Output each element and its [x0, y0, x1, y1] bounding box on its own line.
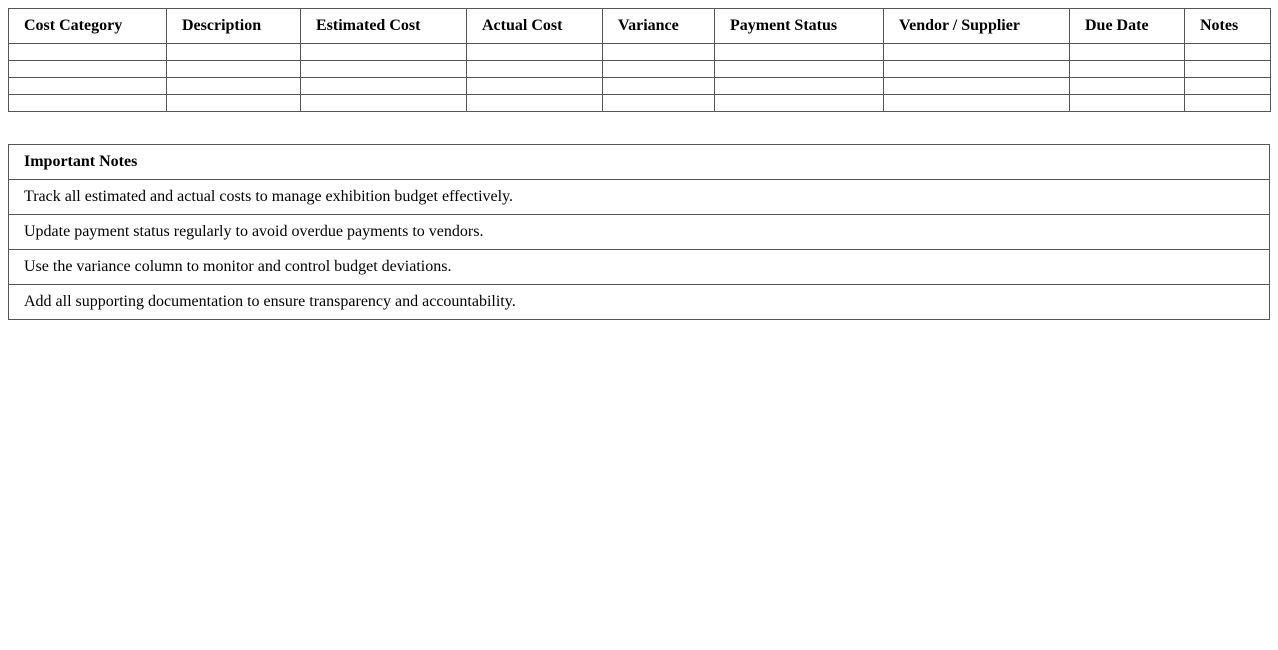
header-due-date: Due Date — [1070, 9, 1185, 44]
table-cell[interactable] — [603, 44, 715, 61]
table-cell[interactable] — [715, 78, 884, 95]
table-row — [9, 78, 1271, 95]
table-cell[interactable] — [1070, 78, 1185, 95]
note-row — [9, 215, 1270, 250]
note-item: Add all supporting documentation to ensure transparency and accountability. — [9, 285, 1270, 320]
table-cell[interactable] — [9, 61, 167, 78]
header-payment-status: Payment Status — [715, 9, 884, 44]
note-item: Update payment status regularly to avoid overdue payments to vendors. — [9, 215, 1270, 250]
table-cell[interactable] — [1185, 78, 1271, 95]
table-cell[interactable] — [467, 44, 603, 61]
note-row — [9, 250, 1270, 285]
table-row — [9, 95, 1271, 112]
table-cell[interactable] — [603, 95, 715, 112]
table-row — [9, 61, 1271, 78]
table-cell[interactable] — [884, 44, 1070, 61]
table-cell[interactable] — [301, 44, 467, 61]
table-cell[interactable] — [884, 61, 1070, 78]
header-actual-cost: Actual Cost — [467, 9, 603, 44]
table-cell[interactable] — [1185, 61, 1271, 78]
header-vendor-supplier: Vendor / Supplier — [884, 9, 1070, 44]
table-cell[interactable] — [301, 61, 467, 78]
table-cell[interactable] — [167, 95, 301, 112]
table-cell[interactable] — [715, 95, 884, 112]
notes-title: Important Notes — [9, 145, 1270, 180]
table-cell[interactable] — [1185, 44, 1271, 61]
note-row — [9, 285, 1270, 320]
table-cell[interactable] — [715, 61, 884, 78]
budget-table — [8, 8, 1271, 112]
note-item: Track all estimated and actual costs to manage exhibition budget effectively. — [9, 180, 1270, 215]
notes-header-row — [9, 145, 1270, 180]
header-estimated-cost: Estimated Cost — [301, 9, 467, 44]
table-cell[interactable] — [9, 95, 167, 112]
header-notes: Notes — [1185, 9, 1271, 44]
table-cell[interactable] — [9, 44, 167, 61]
table-cell[interactable] — [467, 78, 603, 95]
table-header-row — [9, 9, 1271, 44]
table-cell[interactable] — [9, 78, 167, 95]
table-cell[interactable] — [1070, 95, 1185, 112]
table-cell[interactable] — [884, 95, 1070, 112]
header-cost-category: Cost Category — [9, 9, 167, 44]
table-cell[interactable] — [167, 78, 301, 95]
table-cell[interactable] — [884, 78, 1070, 95]
table-cell[interactable] — [301, 78, 467, 95]
note-item: Use the variance column to monitor and control budget deviations. — [9, 250, 1270, 285]
table-cell[interactable] — [715, 44, 884, 61]
table-cell[interactable] — [167, 61, 301, 78]
header-description: Description — [167, 9, 301, 44]
table-row — [9, 44, 1271, 61]
table-cell[interactable] — [467, 95, 603, 112]
table-cell[interactable] — [167, 44, 301, 61]
note-row — [9, 180, 1270, 215]
table-cell[interactable] — [603, 78, 715, 95]
table-cell[interactable] — [1185, 95, 1271, 112]
table-cell[interactable] — [1070, 44, 1185, 61]
header-variance: Variance — [603, 9, 715, 44]
table-cell[interactable] — [1070, 61, 1185, 78]
table-cell[interactable] — [301, 95, 467, 112]
table-cell[interactable] — [467, 61, 603, 78]
table-cell[interactable] — [603, 61, 715, 78]
important-notes-table — [8, 144, 1270, 320]
